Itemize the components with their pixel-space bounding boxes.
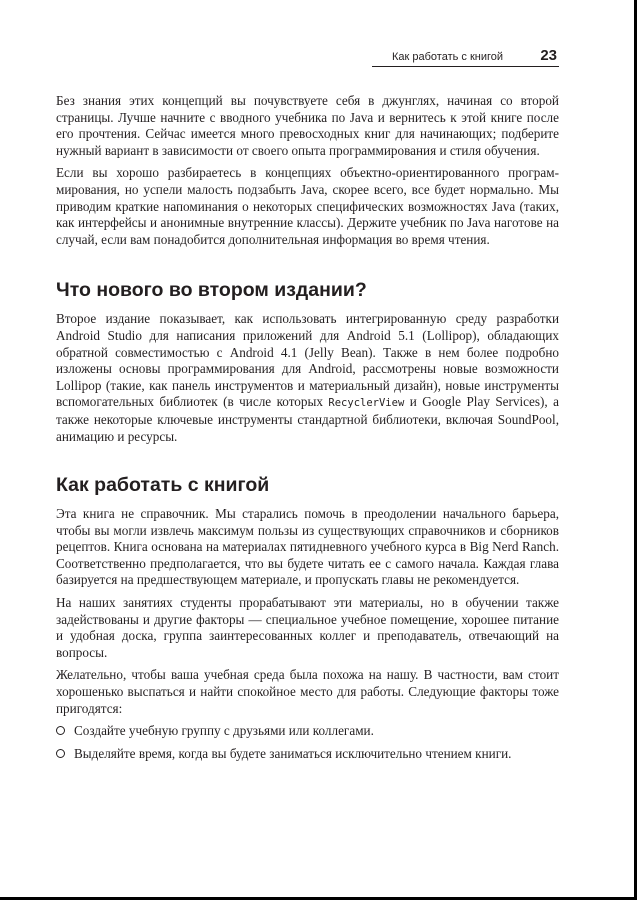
running-head [372, 46, 559, 67]
list-item-text: Создайте учебную группу с друзьями или коллегами. [74, 723, 374, 739]
circle-bullet-icon [56, 726, 65, 735]
section-heading-how-to-use: Как работать с книгой [56, 474, 270, 497]
page-content [56, 93, 559, 768]
whats-new-paragraph [56, 311, 559, 445]
how-to-use-paragraph-2: На наших занятиях студенты прорабатывают эти материалы, но в обучении также задействованы и другие факторы — специальное учебное помещение, хорошее питание и удобная доска, группа заинтересованных коллег и преподаватель, отвечающий на вопросы. [56, 595, 559, 660]
how-to-use-paragraph-1: Эта книга не справочник. Мы старались помочь в преодолении начального барьера, чтобы вы могли извлечь максимум пользы из существующих справочников и сборников рецептов. Книга основана на материалах пятидневного учебного курса в Big Nerd Ranch. Соответственно предполагается, что вы будете читать ее с самого начала. Каждая глава базируется на предшествующем материале, и пропускать главы не рекомендуется. [56, 506, 559, 588]
list-item-text: Выделяйте время, когда вы будете заниматься исключительно чтением книги. [74, 745, 512, 761]
tips-list [56, 723, 559, 762]
whats-new-text-part1: Второе издание показывает, как использовать интегрированную среду разработки Android Studio для написания приложений для Android 5.1 (Lollipop), обладающих обратной совместимостью с Android 4.1 (Jelly Bean). Также в нем более подробно изложены основы программирования для Android, рассмотрены новые возможности Lollipop (такие, как панель инструментов и материальный дизайн), новые инструменты вспомогательных библиотек (в числе которых [56, 311, 559, 410]
running-head-title: Как работать с книгой [392, 51, 504, 63]
intro-paragraph-1: Без знания этих концепций вы почувствуете себя в джунглях, начиная со второй страницы. Лучше начните с вводного учебника по Java и вернитесь к этой книге после его прочтения. Сейчас имеется много превосходных книг для начинающих; подберите нужный вариант в зависимости от своего опыта программирования и стиля обучения. [56, 93, 559, 158]
circle-bullet-icon [56, 749, 65, 758]
whats-new-text-part2: и Google Play Services), а также некоторые ключевые инструменты стандартной библиотеки, включая SoundPool, анимацию и ресурсы. [56, 394, 560, 444]
how-to-use-paragraph-3: Желательно, чтобы ваша учебная среда была похожа на нашу. В частности, вам стоит хорошенько выспаться и найти спокойное место для работы. Следующие факторы тоже пригодятся: [56, 667, 559, 716]
page-number: 23 [540, 47, 557, 64]
intro-paragraph-2: Если вы хорошо разбираетесь в концепциях объектно-ориентированного программирования, но успели малость подзабыть Java, скорее всего, все будет нормально. Мы приводим краткие напоминания о некоторых специфических возможностях Java (таких, как интерфейсы и анонимные внутренние классы). Держите учебник по Java наготове на случай, если вам понадобится дополнительная информация во время чтения. [56, 165, 559, 247]
code-term-recyclerview: RecyclerView [328, 397, 405, 410]
section-heading-whats-new: Что нового во втором издании? [56, 279, 367, 302]
list-item [56, 723, 559, 740]
list-item [56, 746, 559, 763]
